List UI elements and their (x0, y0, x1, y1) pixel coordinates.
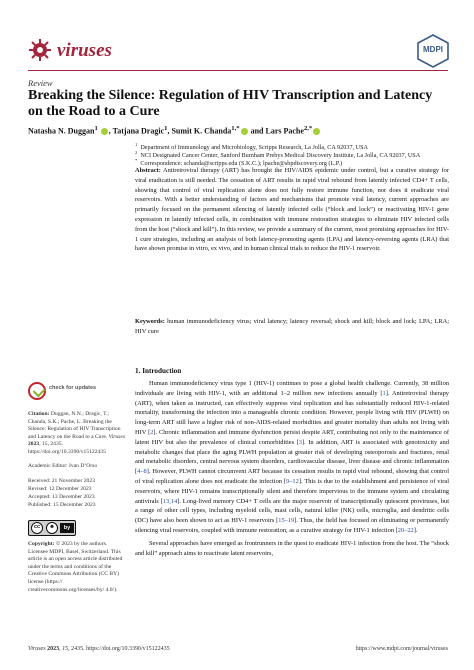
header-rule (28, 70, 448, 71)
footer-year: 2023 (47, 646, 60, 652)
keywords-text: human immunodeficiency virus; viral latency; latency reversal; shock and kill; block and lock; LPA; LRA; HIV cure (135, 318, 449, 335)
author-affiliation-sup: 1 (164, 125, 168, 132)
correspondence-text[interactable]: Correspondence: schanda@scripps.edu (S.K.C.); lpache@sbpdiscovery.org (L.P.) (140, 160, 343, 168)
published-date: Published: 15 December 2023 (28, 502, 96, 508)
copyright-block (28, 541, 128, 594)
text-run: ]. However, PLWH cannot circumvent ART because its cessation results in rapid viral rebound, showing that control of viral replication alone does not eradicate the infection [ (135, 468, 449, 485)
keywords (135, 317, 449, 337)
journal-name: viruses (57, 40, 112, 61)
abstract-label: Abstract: (135, 167, 161, 174)
citation-block: Citation: Duggan, N.N.; Dragic, T.; Chanda, S.K.; Pache, L. Breaking the Silence: Regulation of HIV Transcription and Latency on the Road to a Cure. Viruses 2023, 15, 2435. https://doi.org/10.3390/v15122435 (28, 411, 126, 455)
citation-journal: Viruses (108, 433, 126, 440)
person-icon: ☻ (46, 522, 58, 534)
paragraph: Several approaches have emerged as frontrunners in the quest to eradicate HIV-1 infection from the host. The “shock and kill” approach aims to reactivate latent reservoirs, (135, 539, 449, 557)
orcid-icon[interactable] (101, 128, 108, 135)
affiliation-text: NCI Designated Cancer Center, Sanford Burnham Prebys Medical Discovery Institute, La Jolla, CA 92037, USA (140, 152, 421, 160)
citation-link[interactable]: 15–19 (278, 517, 295, 525)
article-title: Breaking the Silence: Regulation of HIV Transcription and Latency on the Road to a Cure (28, 88, 433, 119)
footer-doi[interactable]: , 2435. https://doi.org/10.3390/v15122435 (68, 646, 170, 652)
accepted-date: Accepted: 13 December 2023 (28, 494, 95, 500)
author-name[interactable]: , Tatjana Dragic (108, 126, 165, 136)
received-date: Received: 21 November 2023 (28, 478, 95, 484)
author-affiliation-sup: 2,* (303, 125, 313, 132)
check-for-updates-button[interactable] (28, 382, 128, 404)
introduction-body (135, 379, 449, 558)
copyright-label: Copyright: (28, 541, 55, 547)
affiliation-text: Department of Immunology and Microbiology, Scripps Research, La Jolla, CA 92037, USA (140, 144, 368, 152)
virus-icon (28, 38, 52, 62)
citation-link[interactable]: 4–8 (137, 468, 147, 476)
abstract (135, 166, 449, 254)
by-icon: by (60, 523, 74, 533)
orcid-icon[interactable] (313, 128, 320, 135)
revised-date: Revised: 12 December 2023 (28, 486, 92, 492)
footer-citation: Viruses 2023, 15, 2435. https://doi.org/10.3390/v15122435 (28, 646, 170, 652)
author-list (28, 125, 321, 136)
paragraph (135, 379, 449, 536)
affiliation-sup: 2 (135, 150, 138, 155)
citation-link[interactable]: 20–22 (397, 526, 414, 534)
citation-link[interactable]: 3 (298, 438, 302, 446)
text-run: ]. Thus, the field has focused on eliminating or permanently silencing viral reservoirs, coupled with immune restoration, as a curative strategy for HIV-1 infection [ (135, 517, 449, 534)
citation-doi[interactable]: , 2435. https://doi.org/10.3390/v15122435 (28, 441, 106, 455)
citation-link[interactable]: 13,14 (162, 497, 178, 505)
footer-journal: Viruses (28, 646, 46, 652)
text-run: ]. Chronic inflammation and immune dysfunction persist despite ART, contributing not only to the maintenance of latent HIV but also the prevalence of clinical comorbidities [ (135, 428, 450, 446)
text-run: ]. Long-lived memory CD4+ T cells are the major reservoir of transcriptionally quiescent proviruses, but a range of other cell types, including myeloid cells, mast cells, natural killer (NK) cells, microglia, and dendritic cells (DC) have also been shown to act as HIV-1 reservoirs [ (135, 497, 449, 525)
article-type: Review (28, 78, 53, 88)
citation-volume: 15 (41, 441, 48, 448)
publisher-name: MDPI (423, 45, 443, 54)
check-for-updates-label: check for updates (49, 385, 97, 391)
affiliation-sup: * (135, 158, 138, 163)
text-run: ]. In addition, ART is associated with genotoxicity and metabolic changes that place the aging PLWH population at greater risk of developing osteoporosis and fractures, renal and metabolic disorders, central nervous system disorders, cardiovascular disease, liver disease and chronic inflammation [ (135, 438, 449, 476)
text-run: ]. This is due to the establishment and persistence of viral reservoirs, where HIV-1 remains transcriptionally silent and therefore impervious to the immune system and circulating antivirals [ (135, 477, 449, 505)
text-run: Human immunodeficiency virus type 1 (HIV-1) continues to pose a global health challenge. Currently, 38 million individuals are living with HIV-1, with an additional 1–2 million new infections annually [ (135, 380, 449, 397)
author-name[interactable]: Natasha N. Duggan (28, 126, 95, 136)
text-run: ]. Antiretroviral therapy (ART), when taken as instructed, can effectively suppress viral replication and has substantially reduced HIV-1-related mortality, transforming the infection into a manageable chronic condition. However, people living with HIV (PLWH) on long-term ART still have a higher risk of non-AIDS-related morbidities and greater mortality than adults not living with HIV [ (135, 389, 450, 436)
author-affiliation-sup: 1,* (231, 125, 240, 132)
copyright-text: © 2023 by the authors. Licensee MDPI, Basel, Switzerland. This article is an open access article distributed under the terms and conditions of the Creative Commons Attribution (CC BY) license (https:// creativecommons.org/licenses/by/ 4.0/). (28, 541, 123, 593)
citation-link[interactable]: 1 (382, 389, 386, 397)
cc-icon: cc (31, 522, 43, 534)
check-icon (28, 382, 46, 400)
author-affiliation-sup: 1 (94, 125, 98, 132)
keywords-label: Keywords: (135, 318, 165, 325)
orcid-icon[interactable] (241, 128, 248, 135)
affiliation-sup: 1 (135, 142, 138, 147)
cc-by-license-badge[interactable] (28, 520, 76, 536)
footer-volume: 15 (62, 646, 69, 652)
academic-editor: Academic Editor: Ivan D’Orso (28, 463, 98, 469)
author-name[interactable]: and Lars Pache (248, 126, 304, 136)
author-name[interactable]: , Sumit K. Chanda (167, 126, 232, 136)
citation-label: Citation: (28, 411, 50, 417)
abstract-text: Antiretroviral therapy (ART) has brought the HIV/AIDS epidemic under control, but a curative strategy for viral eradication is still needed. The cessation of ART results in rapid viral rebound from latently infected CD4+ T cells, showing that control of viral replication alone does not fully restore immune function, nor does it eradicate viral reservoirs. With a better understanding of factors and mechanisms that promote viral latency, current approaches are primarily focused on the permanent silencing of latently infected cells (“block and lock”) or reactivating HIV-1 gene expression in latently infected cells, in combination with immune restoration strategies to eliminate HIV infected cells from the host (“shock and kill”). In this review, we provide a summary of the current, most promising approaches for HIV-1 cure strategies, including an analysis of both latency-promoting agents (LPA) and latency-reversing agents (LRA) that have shown promise in vitro, ex vivo, and in human clinical trials to reduce the HIV-1 reservoir. (135, 167, 450, 253)
citation-text: Duggan, N.N.; Dragic, T.; Chanda, S.K.; Pache, L. Breaking the Silence: Regulation of HIV Transcription and Latency on the Road to a Cure. (28, 411, 121, 440)
citation-link[interactable]: 9–12 (286, 477, 299, 485)
section-heading: 1. Introduction (135, 367, 182, 375)
footer-journal-url[interactable]: https://www.mdpi.com/journal/viruses (355, 646, 448, 652)
text-run: ]. (413, 526, 418, 534)
citation-link[interactable]: 2 (150, 428, 154, 436)
journal-header (28, 38, 448, 72)
citation-year: 2023 (28, 441, 40, 448)
